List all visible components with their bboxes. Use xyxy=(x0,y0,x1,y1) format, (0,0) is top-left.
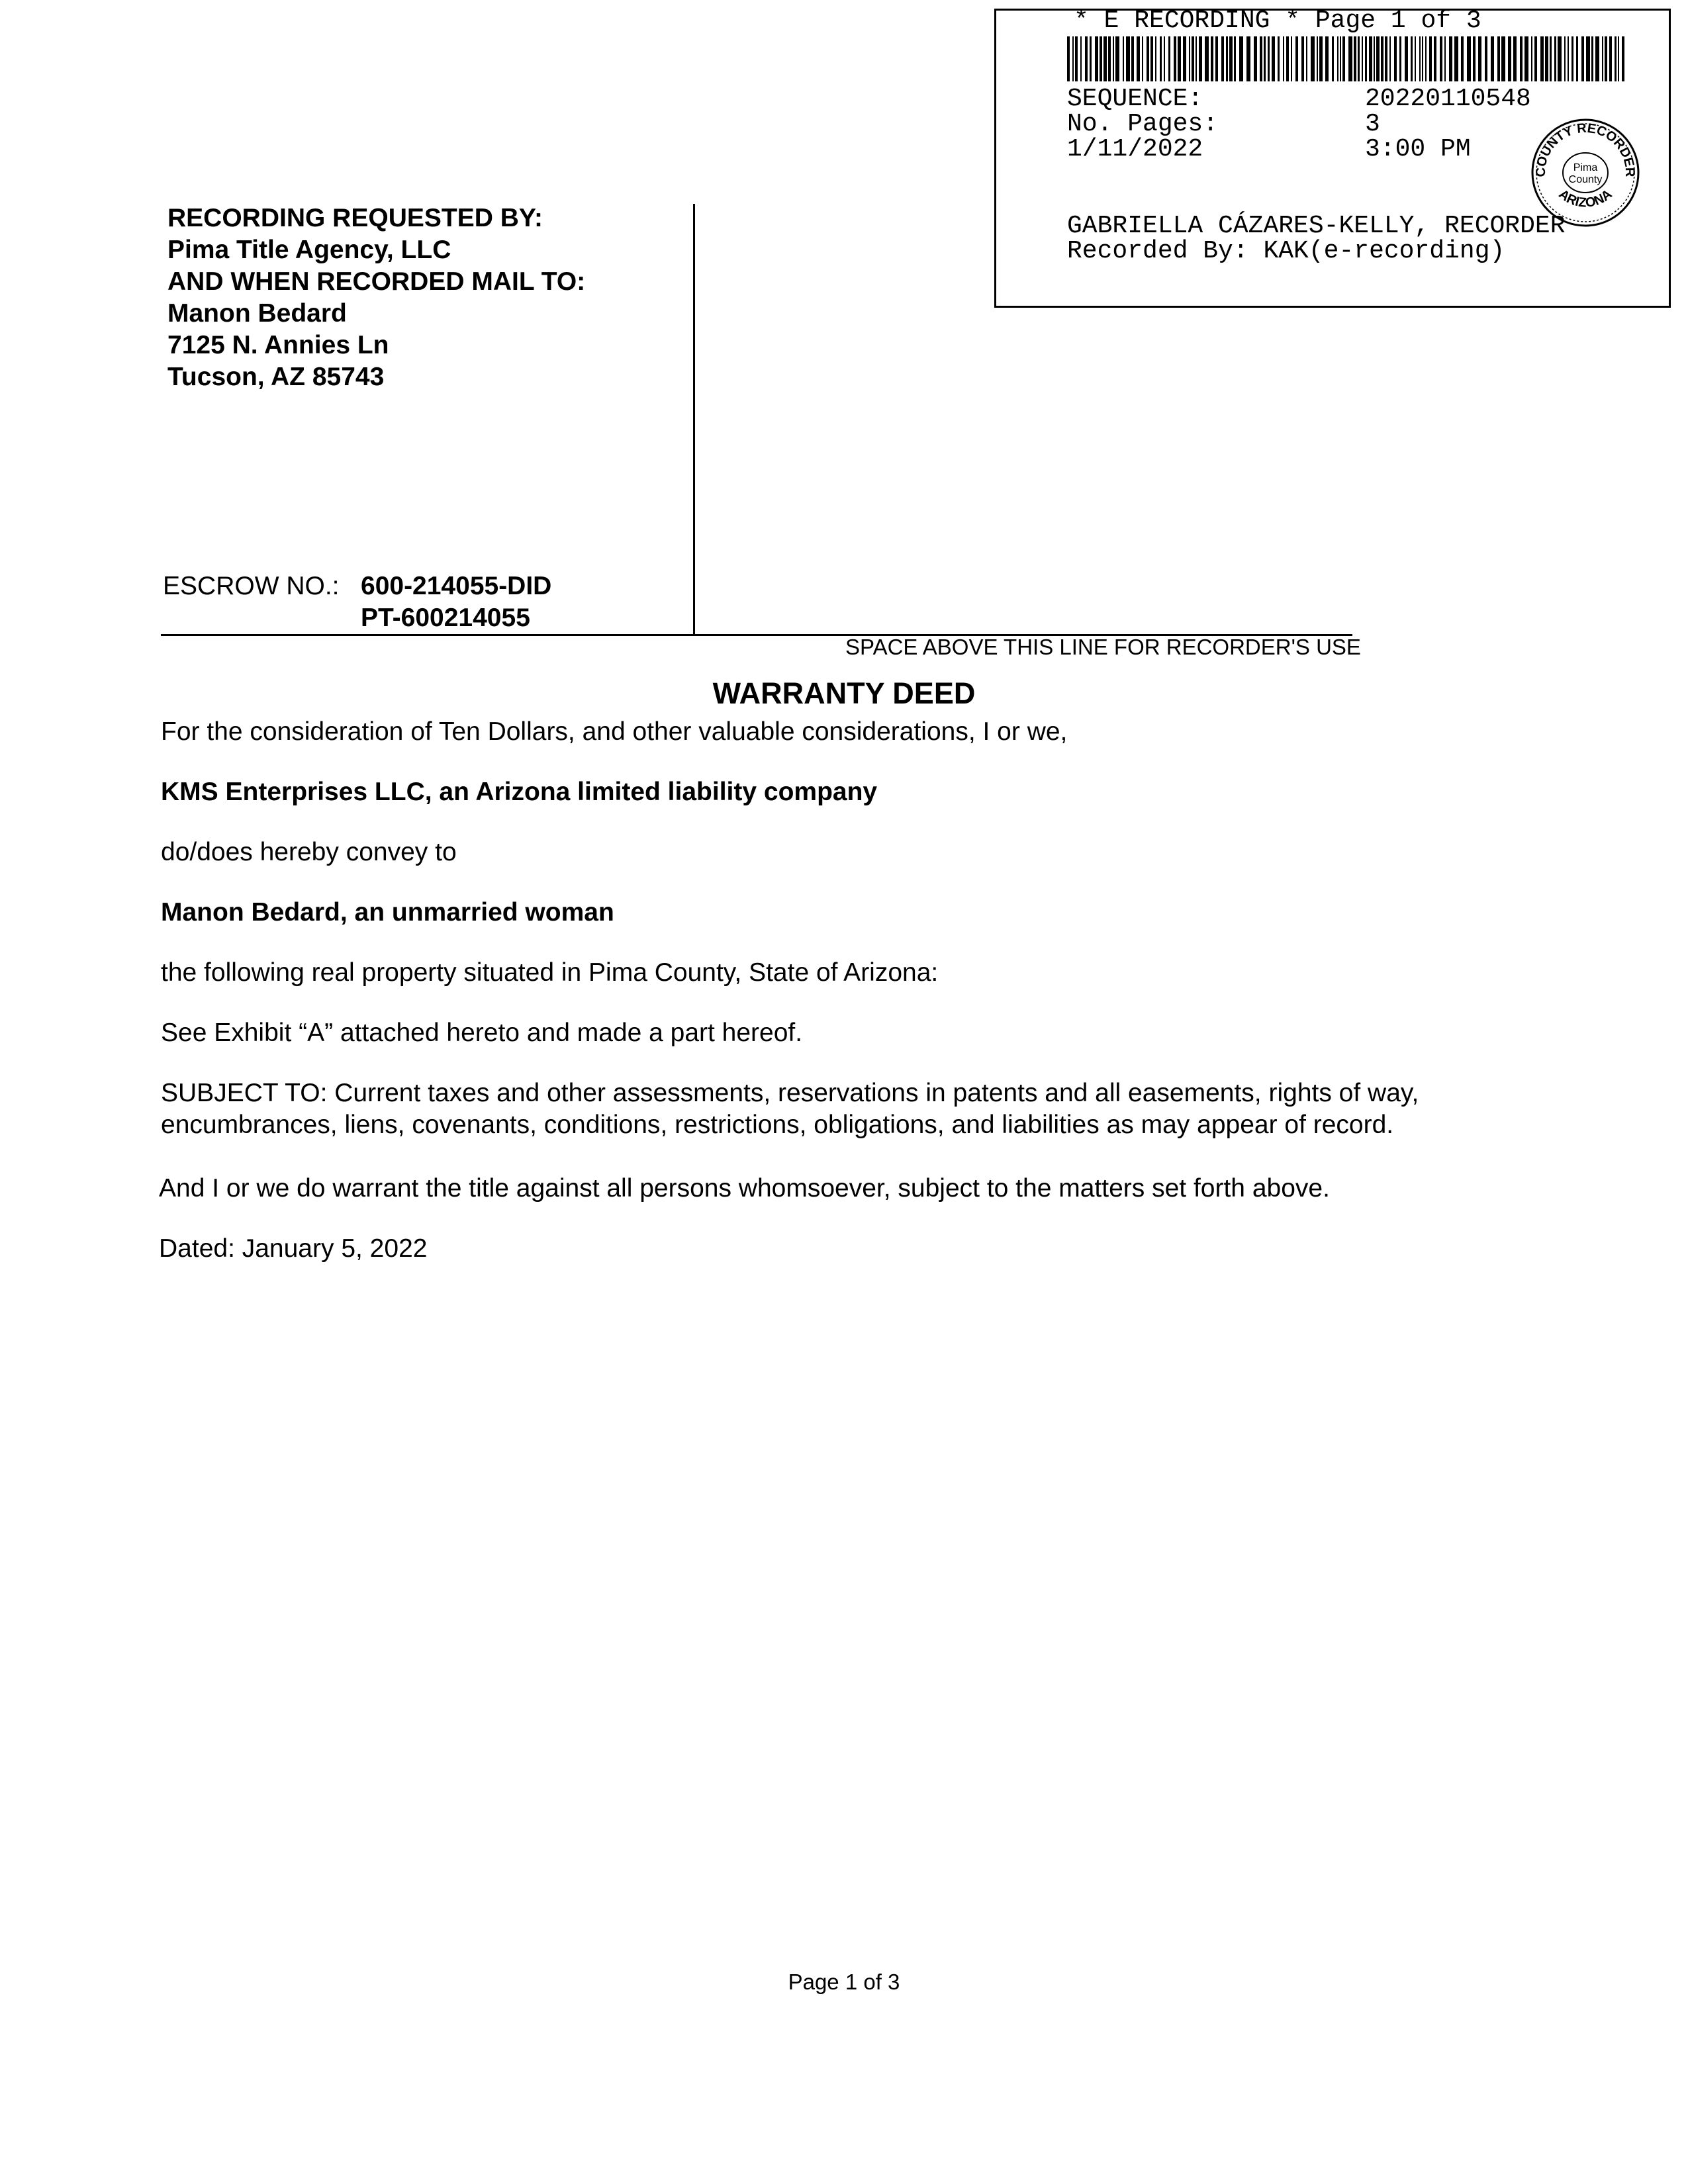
stamp-header: * E RECORDING * Page 1 of 3 xyxy=(1074,7,1481,35)
escrow-label: ESCROW NO.: xyxy=(163,572,340,600)
seal-center-line2: County xyxy=(1568,174,1603,185)
requested-by-label: RECORDING REQUESTED BY: xyxy=(167,204,543,232)
requested-by-name: Pima Title Agency, LLC xyxy=(167,236,451,264)
document-title: WARRANTY DEED xyxy=(712,676,976,710)
mail-to-name: Manon Bedard xyxy=(167,299,347,328)
seal-bottom-text: ARIZONA xyxy=(1556,187,1615,210)
property-text: the following real property situated in Pima County, State of Arizona: xyxy=(161,958,939,987)
recording-time: 3:00 PM xyxy=(1365,135,1471,163)
seal-center-line1: Pima xyxy=(1573,162,1598,173)
barcode xyxy=(1067,36,1628,81)
subject-to-line2: encumbrances, liens, covenants, conditions, restrictions, obligations, and liabilities as may appear of record. xyxy=(161,1111,1394,1139)
page-number: Page 1 of 3 xyxy=(788,1970,900,1994)
pages-value: 3 xyxy=(1365,110,1380,138)
recorded-by: Recorded By: KAK(e-recording) xyxy=(1067,237,1505,265)
seal-top-text: COUNTY RECORDER xyxy=(1533,120,1638,177)
exhibit-text: See Exhibit “A” attached hereto and made a part hereof. xyxy=(161,1019,803,1047)
consideration-text: For the consideration of Ten Dollars, and other valuable considerations, I or we, xyxy=(161,717,1068,746)
recorder-space-label: SPACE ABOVE THIS LINE FOR RECORDER'S USE xyxy=(845,635,1361,659)
svg-text:ARIZONA xyxy=(1556,187,1615,210)
warranty-text: And I or we do warrant the title against all persons whomsoever, subject to the matters set forth above. xyxy=(159,1174,1330,1203)
vertical-divider xyxy=(693,204,695,635)
recording-date: 1/11/2022 xyxy=(1067,135,1203,163)
sequence-label: SEQUENCE: xyxy=(1067,85,1203,113)
sequence-value: 20220110548 xyxy=(1365,85,1531,113)
dated-text: Dated: January 5, 2022 xyxy=(159,1234,428,1263)
pt-number: PT-600214055 xyxy=(361,604,530,632)
recorder-name: GABRIELLA CÁZARES-KELLY, RECORDER xyxy=(1067,212,1566,240)
escrow-number: 600-214055-DID xyxy=(361,572,552,600)
convey-text: do/does hereby convey to xyxy=(161,838,457,866)
mail-to-city: Tucson, AZ 85743 xyxy=(167,363,385,391)
grantee-name: Manon Bedard, an unmarried woman xyxy=(161,898,614,927)
mail-to-label: AND WHEN RECORDED MAIL TO: xyxy=(167,267,586,296)
pages-label: No. Pages: xyxy=(1067,110,1219,138)
subject-to-line1: SUBJECT TO: Current taxes and other assessments, reservations in patents and all easements, rights of way, xyxy=(161,1079,1419,1107)
grantor-name: KMS Enterprises LLC, an Arizona limited liability company xyxy=(161,778,878,806)
mail-to-street: 7125 N. Annies Ln xyxy=(167,331,389,359)
